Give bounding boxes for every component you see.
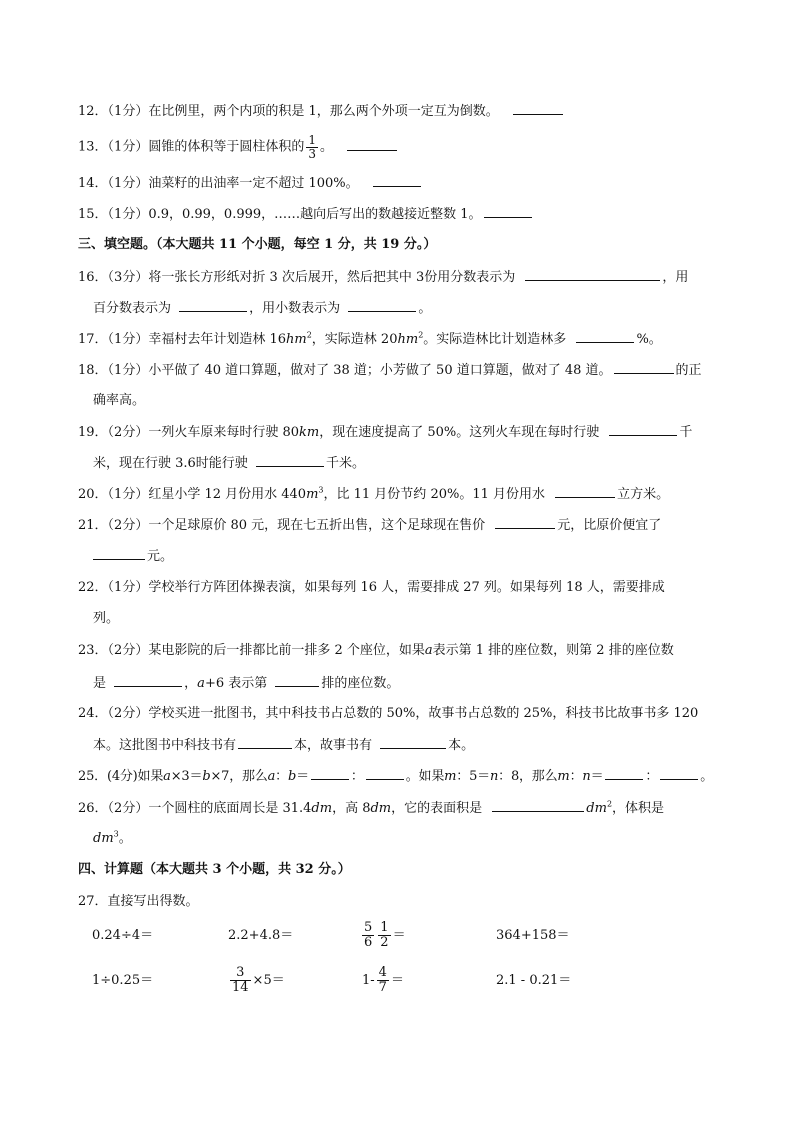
q15-answer-blank[interactable]	[484, 204, 532, 218]
question-23-line2: 是 ，a+6 表示第 排的座位数。	[93, 673, 743, 693]
question-22-line1: 22．（1分）学校举行方阵团体操表演，如果每列 16 人，需要排成 27 列。如果每列 18 人，需要排成	[78, 580, 665, 595]
question-17: 17．（1分）幸福村去年计划造林 $16hm^2$，实际造林 $20hm^2$。实际造林比计划造林多 %。	[78, 330, 662, 347]
question-20: 20．（1分）红星小学 12 月份用水 $440m^3$，比 11 月份节约 20%。11 月份用水 立方米。	[78, 485, 670, 502]
q25-blank-4[interactable]	[660, 766, 698, 780]
q16-percent-blank[interactable]	[179, 298, 247, 312]
question-18-line2: 确率高。	[93, 393, 146, 408]
q14-answer-blank[interactable]	[373, 173, 421, 187]
q13-text: 13．（1分）圆锥的体积等于圆柱体积的	[78, 139, 305, 155]
question-19-line2: 米，现在行驶 3.6时能行驶 千米。	[93, 453, 743, 473]
q15-text: 15．（1分）0.9，0.99，0.999，……越向后写出的数越接近整数 1。	[78, 207, 482, 222]
calc-item-6: $\frac{3}{14}$ ×5＝	[232, 965, 285, 995]
question-25: 25．(4分)如果a×3＝b×7，那么a：b＝ ： 。如果m：5＝n：8，那么m：n＝ ： 。	[78, 766, 728, 786]
question-18-line1: 18．（1分）小平做了 40 道口算题，做对了 38 道；小芳做了 50 道口算题，做对了 48 道。 的正	[78, 360, 728, 380]
question-27: 27．直接写出得数。	[78, 894, 199, 909]
q24-science-blank[interactable]	[238, 735, 292, 749]
question-24-line2: 本。这批图书中科技书有 本，故事书有 本。	[93, 735, 743, 755]
question-15	[78, 204, 728, 224]
q25-blank-3[interactable]	[605, 766, 643, 780]
q16-decimal-blank[interactable]	[348, 298, 416, 312]
q21-price-blank[interactable]	[495, 515, 555, 529]
question-16-line2: 百分数表示为 ，用小数表示为 。	[93, 298, 743, 318]
q25-blank-1[interactable]	[311, 766, 349, 780]
calc-item-1: 0.24÷4＝	[92, 928, 154, 943]
question-26-line2: $dm^3$。	[93, 829, 132, 846]
question-16-line1: 16．（3分）将一张长方形纸对折 3 次后展开，然后把其中 3份用分数表示为 ，用	[78, 267, 728, 287]
calc-item-2: 2.2+4.8＝	[228, 928, 294, 943]
question-24-line1: 24．（2分）学校买进一批图书，其中科技书占总数的 50%，故事书占总数的 25%，科技书比故事书多 120	[78, 706, 699, 721]
question-14	[78, 173, 728, 193]
calc-item-5: 1÷0.25＝	[92, 973, 154, 988]
q17-answer-blank[interactable]	[576, 329, 634, 343]
question-23-line1: 23．（2分）某电影院的后一排都比前一排多 2 个座位，如果a表示第 1 排的座位数，则第 2 排的座位数	[78, 643, 674, 658]
section-3-heading: 三、填空题。（本大题共 11 个小题，每空 1 分，共 19 分。）	[78, 237, 437, 252]
q12-answer-blank[interactable]	[513, 101, 563, 115]
q19-speed-blank[interactable]	[609, 422, 677, 436]
q13-fraction: $\frac{1}{3}$	[308, 133, 316, 161]
calc-item-3: $\frac{5}{6}$ $\frac{1}{2}$ ＝	[364, 920, 406, 950]
calc-item-4: 364+158＝	[496, 928, 570, 943]
question-13: 13．（1分）圆锥的体积等于圆柱体积的 $\frac{1}{3}$ 。	[78, 134, 728, 160]
question-26-line1: 26．（2分）一个圆柱的底面周长是 31.4dm，高 8dm，它的表面积是 $dm^2$，体积是	[78, 799, 665, 816]
q18-answer-blank[interactable]	[614, 360, 674, 374]
calc-item-8: 2.1 - 0.21＝	[496, 973, 572, 988]
q16-fraction-blank[interactable]	[525, 267, 660, 281]
q23-expression-blank[interactable]	[114, 673, 182, 687]
q26-area-blank[interactable]	[492, 798, 584, 812]
calc-item-7: 1- $\frac{4}{7}$ ＝	[362, 965, 404, 995]
q21-discount-blank[interactable]	[93, 546, 145, 560]
question-21-line2: 元。	[93, 546, 743, 566]
q13-answer-blank[interactable]	[347, 137, 397, 151]
question-22-line2: 列。	[93, 611, 120, 626]
question-12	[78, 101, 728, 121]
section-4-heading: 四、计算题（本大题共 3 个小题，共 32 分。）	[78, 862, 351, 877]
q20-answer-blank[interactable]	[555, 484, 615, 498]
question-21-line1: 21．（2分）一个足球原价 80 元，现在七五折出售，这个足球现在售价 元，比原价便宜了	[78, 515, 728, 535]
q23-row-blank[interactable]	[275, 673, 319, 687]
q12-text: 12．（1分）在比例里，两个内项的积是 1，那么两个外项一定互为倒数。	[78, 104, 499, 119]
q14-text: 14．（1分）油菜籽的出油率一定不超过 100%。	[78, 176, 359, 191]
q25-blank-2[interactable]	[366, 766, 404, 780]
question-19-line1: 19．（2分）一列火车原来每时行驶 80km，现在速度提高了 50%。这列火车现在每时行驶 千	[78, 422, 728, 442]
q19-distance-blank[interactable]	[256, 453, 324, 467]
q24-story-blank[interactable]	[380, 735, 446, 749]
